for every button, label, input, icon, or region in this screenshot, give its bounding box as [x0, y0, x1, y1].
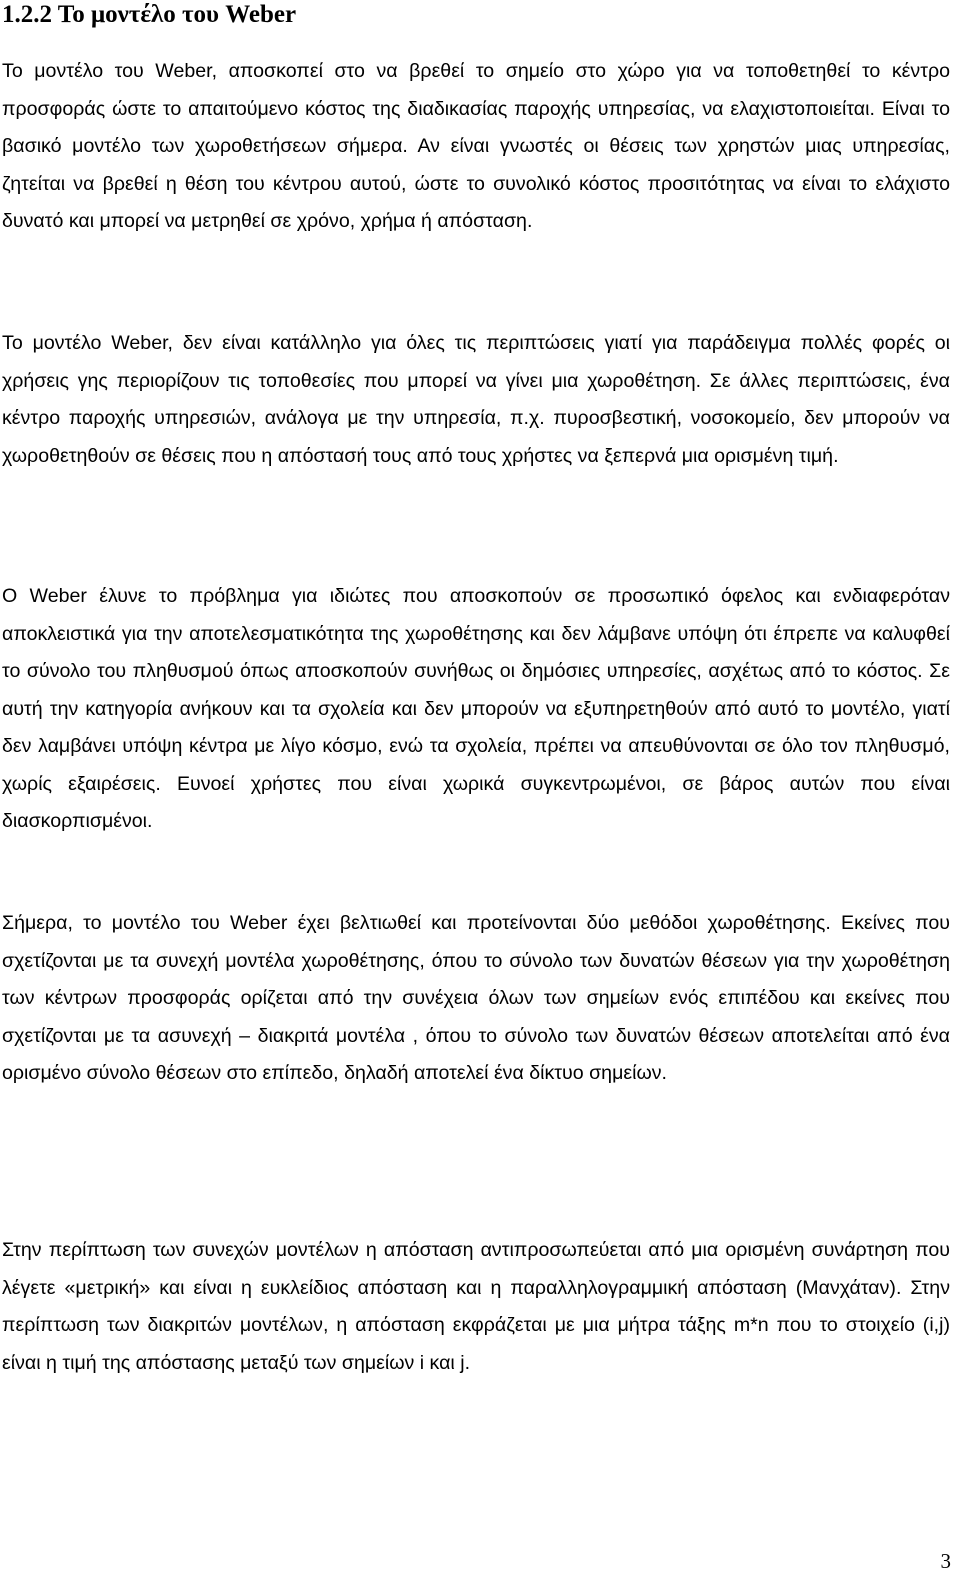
paragraph-distance-metrics: Στην περίπτωση των συνεχών μοντέλων η απόσταση αντιπροσωπεύεται από μια ορισμένη συνάρτηση που λέγετε «μετρική» και είναι η ευκλείδιος απόσταση και η παραλληλογραμμική απόσταση (Μανχάταν). Στην περίπτωση των διακριτών μοντέλων, η απόσταση εκφράζεται με μια μήτρα τάξης m*n που το στοιχείο (i,j) είναι η τιμή της απόστασης μεταξύ των σημείων i και j.	[2, 1239, 950, 1374]
paragraph-weber-improvements: Σήμερα, το μοντέλο του Weber έχει βελτιωθεί και προτείνονται δύο μεθόδοι χωροθέτησης. Εκείνες που σχετίζονται με τα συνεχή μοντέλα χωροθέτησης, όπου το σύνολο των δυνατών θέσεων για την χωροθέτηση των κέντρων προσφοράς ορίζεται από την συνέχεια όλων των σημείων ενός επιπέδου και εκείνες που σχετίζονται με τα ασυνεχή – διακριτά μοντέλα , όπου το σύνολο των δυνατών θέσεων αποτελείται από ένα ορισμένο σύνολο θέσεων στο επίπεδο, δηλαδή αποτελεί ένα δίκτυο σημείων.	[2, 912, 950, 1084]
paragraph-weber-private-vs-public: Ο Weber έλυνε το πρόβλημα για ιδιώτες που αποσκοπούν σε προσωπικό όφελος και ενδιαφερόταν αποκλειστικά για την αποτελεσματικότητα της χωροθέτησης και δεν λάμβανε υπόψη ότι έπρεπε να καλυφθεί το σύνολο του πληθυσμού όπως αποσκοπούν συνήθως οι δημόσιες υπηρεσίες, ασχέτως από το κόστος. Σε αυτή την κατηγορία ανήκουν και τα σχολεία και δεν μπορούν να εξυπηρετηθούν από αυτό το μοντέλο, γιατί δεν λαμβάνει υπόψη κέντρα με λίγο κόσμο, ενώ τα σχολεία, πρέπει να απευθύνονται σε όλο τον πληθυσμό, χωρίς εξαιρέσεις. Ευνοεί χρήστες που είναι χωρικά συγκεντρωμένοι, σε βάρος αυτών που είναι διασκορπισμένοι.	[2, 585, 950, 832]
paragraph-weber-limitations: Το μοντέλο Weber, δεν είναι κατάλληλο για όλες τις περιπτώσεις γιατί για παράδειγμα πολλές φορές οι χρήσεις γης περιορίζουν τις τοποθεσίες που μπορεί να γίνει μια χωροθέτηση. Σε άλλες περιπτώσεις, ένα κέντρο παροχής υπηρεσιών, ανάλογα με την υπηρεσία, π.χ. πυροσβεστική, νοσοκομείο, δεν μπορούν να χωροθετηθούν σε θέσεις που η απόστασή τους από τους χρήστες να ξεπερνά μια ορισμένη τιμή.	[2, 332, 950, 467]
paragraph-weber-intro: Το μοντέλο του Weber, αποσκοπεί στο να βρεθεί το σημείο στο χώρο για να τοποθετηθεί το κέντρο προσφοράς ώστε το απαιτούμενο κόστος της διαδικασίας παροχής υπηρεσίας, να ελαχιστοποιείται. Είναι το βασικό μοντέλο των χωροθετήσεων σήμερα. Αν είναι γνωστές οι θέσεις των χρηστών μιας υπηρεσίας, ζητείται να βρεθεί η θέση του κέντρου αυτού, ώστε το συνολικό κόστος προσιτότητας να είναι το ελάχιστο δυνατό και μπορεί να μετρηθεί σε χρόνο, χρήμα ή απόσταση.	[2, 60, 950, 232]
page-number: 3	[940, 1549, 951, 1573]
section-heading: 1.2.2 Το μοντέλο του Weber	[2, 1, 297, 28]
